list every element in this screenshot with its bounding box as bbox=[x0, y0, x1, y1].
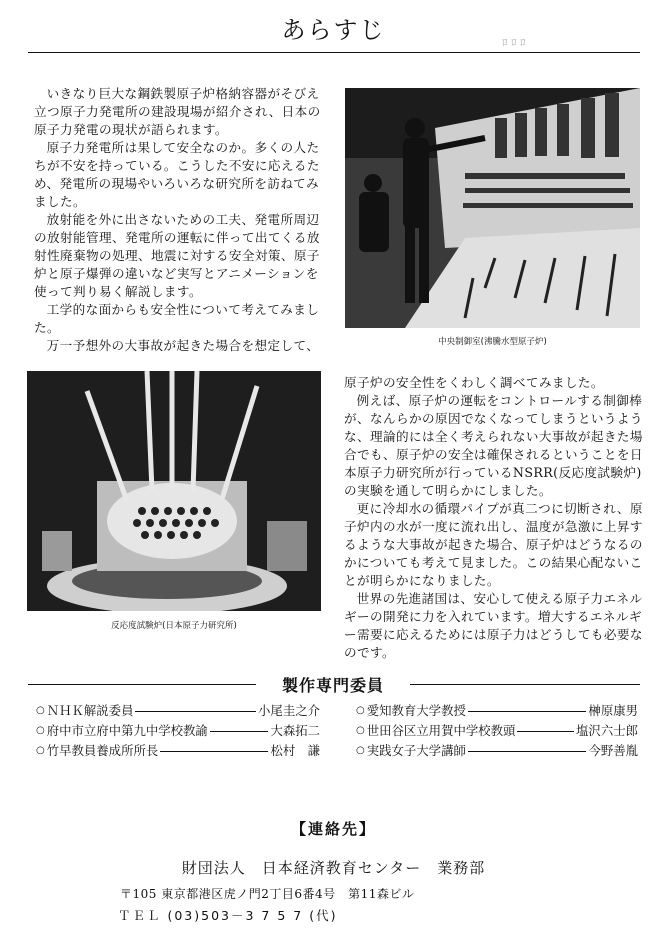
synopsis-paragraph: 原子炉の安全性をくわしく調べてみました。 bbox=[344, 375, 604, 390]
contact-heading: 【連絡先】 bbox=[290, 820, 376, 838]
synopsis-paragraph: 工学的な面からも安全性について考えてみました。 bbox=[34, 302, 320, 335]
leader-line bbox=[160, 751, 268, 752]
circle-bullet-icon: ○ bbox=[36, 725, 45, 736]
leader-line bbox=[135, 711, 256, 712]
telephone-number: ＴＥＬ (03)503－3 7 5 7 (代) bbox=[118, 908, 338, 923]
circle-bullet-icon: ○ bbox=[356, 705, 365, 716]
page-title: あらすじ bbox=[281, 16, 386, 44]
reactor-caption: 反応度試験炉(日本原子力研究所) bbox=[111, 621, 237, 631]
member-name: 塩沢六士郎 bbox=[576, 723, 638, 738]
control-room-caption: 中央制御室(沸騰水型原子炉) bbox=[438, 337, 547, 347]
synopsis-right-column bbox=[344, 374, 644, 662]
member-name: 松村 謙 bbox=[270, 743, 320, 758]
page-stamp: ﾛ ﾛ ﾛ bbox=[502, 36, 526, 49]
synopsis-paragraph: 原子力発電所は果して安全なのか。多くの人たちが不安を持っている。こうした不安に応えるため、発電所の現場やいろいろな研究所を訪ねてみました。 bbox=[34, 140, 320, 209]
committee-member bbox=[356, 741, 638, 761]
committee-right-list bbox=[356, 701, 638, 761]
control-room-image bbox=[345, 88, 640, 328]
reactor-photo bbox=[27, 371, 321, 611]
synopsis-paragraph: 放射能を外に出さないための工夫、発電所周辺の放射能管理、発電所の運転に伴って出てくる放射性廃棄物の処理、地震に対する安全対策、原子炉と原子爆弾の違いなど実写とアニメーションを使って判り易く解説します。 bbox=[34, 212, 320, 299]
circle-bullet-icon: ○ bbox=[356, 725, 365, 736]
committee-rule-left bbox=[28, 684, 256, 685]
member-name: 今野善胤 bbox=[588, 743, 638, 758]
reactor-core-image bbox=[27, 371, 321, 611]
committee-member bbox=[36, 701, 320, 721]
member-name: 大森拓二 bbox=[270, 723, 320, 738]
committee-member bbox=[36, 721, 320, 741]
member-role: 世田谷区立用賀中学校教頭 bbox=[366, 723, 516, 738]
member-role: 愛知教育大学教授 bbox=[366, 703, 466, 718]
synopsis-paragraph: 万一予想外の大事故が起きた場合を想定して、 bbox=[46, 338, 320, 353]
committee-member bbox=[356, 721, 638, 741]
synopsis-paragraph: 世界の先進諸国は、安心して使える原子力エネルギーの開発に力を入れています。増大するエネルギー需要に応えるためには原子力はどうしても必要なのです。 bbox=[344, 591, 643, 660]
member-role: 実践女子大学講師 bbox=[366, 743, 466, 758]
member-role: ＮＨＫ解説委員 bbox=[46, 703, 134, 718]
committee-rule-right bbox=[410, 684, 640, 685]
leader-line bbox=[468, 751, 587, 752]
organization-name: 財団法人 日本経済教育センター 業務部 bbox=[181, 859, 486, 877]
synopsis-paragraph: いきなり巨大な鋼鉄製原子炉格納容器がそびえ立つ原子力発電所の建設現場が紹介され、日本の原子力発電の現状が語られます。 bbox=[34, 86, 321, 137]
circle-bullet-icon: ○ bbox=[36, 745, 45, 756]
synopsis-paragraph: 更に冷却水の循環パイプが真二つに切断され、原子炉内の水が一度に流れ出し、温度が急激に上昇するような大事故が起きた場合、原子炉はどうなるのかについても考えて見ました。この結果心配ないことが明らかになりました。 bbox=[344, 501, 643, 588]
leader-line bbox=[517, 731, 574, 732]
synopsis-paragraph: 例えば、原子炉の運転をコントロールする制御棒が、なんらかの原因でなくなってしまうというような、理論的には全く考えられない大事故が起きた場合でも、原子炉の安全は確保されるということを日本原子力研究所が行っているNSRR(反応度試験炉)の実験を通して明らかにしました。 bbox=[344, 393, 643, 498]
control-room-photo bbox=[345, 88, 640, 328]
committee-left-list bbox=[36, 701, 320, 761]
synopsis-left-column bbox=[34, 85, 330, 355]
postal-address: 〒105 東京都港区虎ノ門2丁目6番4号 第11森ビル bbox=[120, 887, 415, 901]
circle-bullet-icon: ○ bbox=[356, 745, 365, 756]
member-role: 竹早教員養成所所長 bbox=[46, 743, 159, 758]
committee-member bbox=[356, 701, 638, 721]
leader-line bbox=[468, 711, 587, 712]
committee-title: 製作専門委員 bbox=[281, 676, 384, 695]
member-name: 小尾圭之介 bbox=[258, 703, 320, 718]
circle-bullet-icon: ○ bbox=[36, 705, 45, 716]
member-role: 府中市立府中第九中学校教諭 bbox=[46, 723, 208, 738]
committee-member bbox=[36, 741, 320, 761]
title-rule bbox=[28, 52, 640, 53]
leader-line bbox=[210, 731, 269, 732]
member-name: 榊原康男 bbox=[588, 703, 638, 718]
